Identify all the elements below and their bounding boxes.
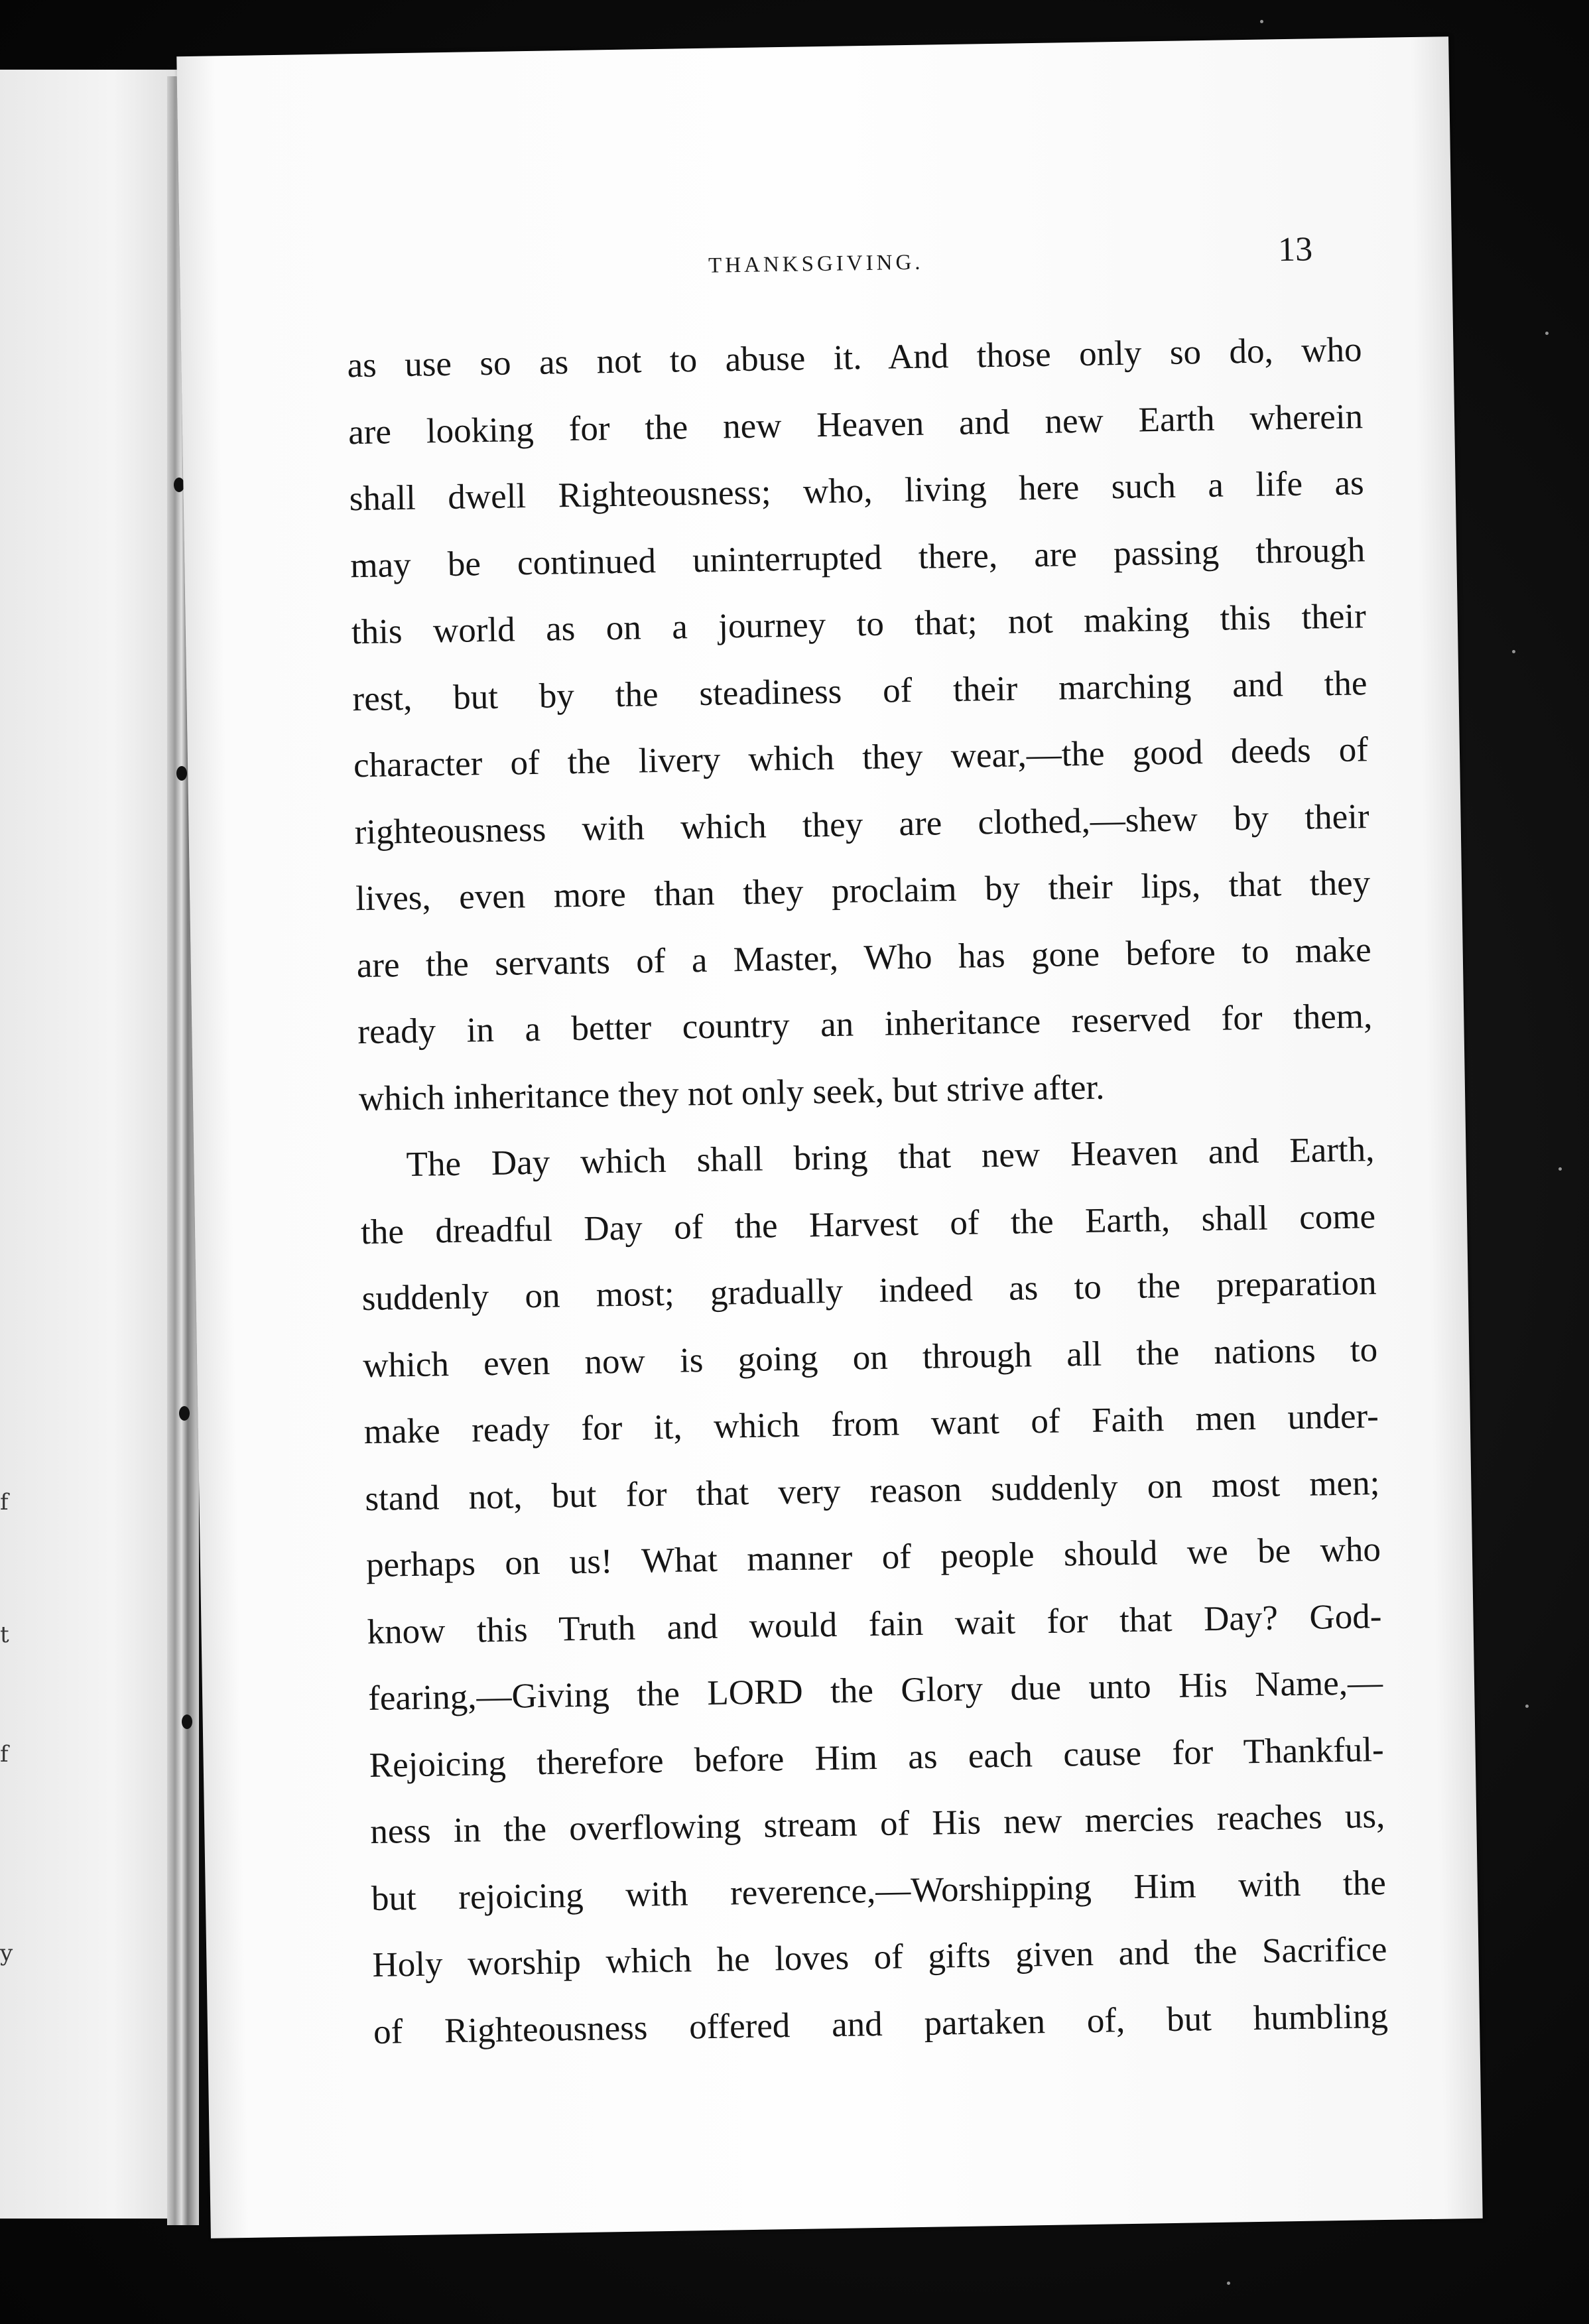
text-line: character of the livery which they wear,—the good deeds of: [353, 730, 1369, 785]
text-line: make ready for it, which from want of Faith men under-: [363, 1397, 1379, 1452]
text-line: are looking for the new Heaven and new Earth wherein: [348, 397, 1364, 452]
page-number: 13: [1277, 230, 1313, 269]
text-line: which inheritance they not only seek, but strive after.: [358, 1067, 1105, 1118]
body-text: [347, 316, 1389, 2065]
text-line: perhaps on us! What manner of people should we be who: [365, 1530, 1381, 1585]
left-facing-page: [0, 70, 189, 2219]
text-line: this world as on a journey to that; not making this their: [351, 597, 1367, 652]
binding-stitch: [176, 766, 187, 781]
text-line: shall dwell Righteousness; who, living here such a life as: [349, 464, 1365, 519]
binding-stitch: [179, 1406, 190, 1421]
left-edge-glyph: y: [0, 1940, 13, 1967]
text-line: know this Truth and would fain wait for that Day? God-: [367, 1596, 1382, 1651]
running-head: THANKSGIVING.: [708, 250, 924, 278]
text-line: The Day which shall bring that new Heaven and Earth,: [406, 1130, 1375, 1185]
left-edge-glyph: f: [0, 1489, 9, 1516]
text-line: the dreadful Day of the Harvest of the Earth, shall come: [360, 1196, 1376, 1252]
text-line: are the servants of a Master, Who has gone before to make: [356, 930, 1372, 985]
left-page-edge-glyphs: [0, 70, 13, 2219]
text-line: may be continued uninterrupted there, are passing through: [350, 530, 1366, 585]
book-page: [176, 36, 1482, 2238]
text-line: Holy worship which he loves of gifts given and the Sacrifice: [372, 1929, 1387, 1984]
dust-speck: [1558, 1167, 1562, 1171]
binding-stitch: [182, 1714, 192, 1729]
text-line: as use so as not to abuse it. And those only so do, who: [347, 330, 1362, 385]
text-line: ready in a better country an inheritance reserved for them,: [357, 997, 1373, 1052]
left-edge-glyph: t: [0, 1622, 9, 1648]
dust-speck: [1512, 650, 1515, 653]
text-line: suddenly on most; gradually indeed as to the preparation: [361, 1263, 1377, 1319]
text-line: lives, even more than they proclaim by their lips, that they: [355, 864, 1371, 919]
dust-speck: [1227, 2282, 1230, 2285]
dust-speck: [1545, 332, 1549, 335]
text-line: righteousness with which they are clothed,—shew by their: [354, 797, 1369, 852]
text-line: which even now is going on through all the nations to: [362, 1330, 1378, 1385]
dust-speck: [1260, 20, 1263, 23]
text-line: Rejoicing therefore before Him as each cause for Thankful-: [369, 1730, 1385, 1785]
text-line: of Righteousness offered and partaken of, but humbling: [373, 1996, 1389, 2051]
text-line: stand not, but for that very reason suddenly on most men;: [365, 1463, 1380, 1518]
text-line: rest, but by the steadiness of their marching and the: [352, 663, 1367, 718]
left-edge-glyph: f: [0, 1741, 9, 1768]
dust-speck: [1525, 1705, 1529, 1708]
text-line: fearing,—Giving the LORD the Glory due unto His Name,—: [367, 1663, 1383, 1718]
text-line: but rejoicing with reverence,—Worshipping Him with the: [371, 1863, 1387, 1918]
text-line: ness in the overflowing stream of His new mercies reaches us,: [369, 1796, 1385, 1852]
